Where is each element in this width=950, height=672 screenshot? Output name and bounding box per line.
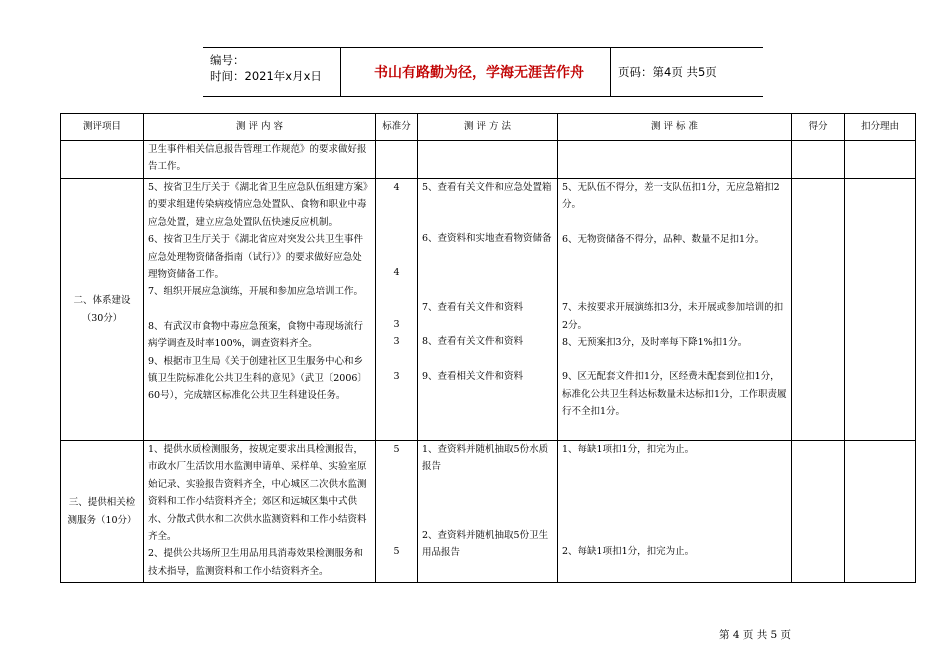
spacer — [422, 510, 553, 527]
score-value: 5 — [393, 444, 400, 455]
table-row — [61, 441, 916, 583]
column-header: 标准分 — [376, 114, 418, 141]
spacer — [380, 526, 413, 543]
standard-cell — [558, 141, 792, 179]
standard-cell — [558, 441, 792, 583]
method-text: 9、查看相关文件和资料 — [422, 370, 524, 382]
method-cell — [418, 441, 558, 583]
spacer — [380, 230, 413, 247]
method-text: 1、查资料并随机抽取5份水质报告 — [422, 444, 549, 473]
table-row — [61, 141, 916, 179]
spacer — [562, 492, 787, 526]
method-text: 2、查资料并随机抽取5份卫生用品报告 — [422, 529, 549, 559]
spacer — [380, 247, 413, 264]
time-label: 时间：2021年x月x日 — [210, 69, 322, 83]
number-label: 编号： — [210, 53, 245, 67]
spacer — [422, 213, 553, 230]
standard-text: 8、无预案扣3分，及时率每下降1%扣1分。 — [562, 337, 748, 349]
header-bottom-rule — [203, 96, 763, 97]
score-value: 3 — [393, 336, 400, 348]
deduction-reason-cell — [845, 141, 916, 179]
spacer — [562, 458, 787, 492]
score-value: 4 — [393, 267, 400, 279]
column-header: 测 评 内 容 — [144, 114, 376, 141]
content-cell — [144, 141, 376, 179]
header-divider — [340, 47, 341, 97]
spacer — [380, 282, 413, 316]
header-top-rule — [203, 47, 763, 48]
spacer — [422, 476, 553, 510]
spacer — [562, 526, 787, 543]
score-input-cell — [792, 179, 845, 441]
spacer — [422, 316, 553, 333]
score-value: 5 — [393, 546, 400, 558]
column-header: 得分 — [792, 114, 845, 141]
method-text: 8、查看有关文件和资料 — [422, 336, 524, 348]
standard-text: 2、每缺1项扣1分，扣完为止。 — [562, 546, 695, 558]
header-info — [210, 52, 322, 84]
table-row — [61, 179, 916, 441]
content-cell — [144, 441, 376, 583]
score-cell — [376, 441, 418, 583]
spacer — [422, 248, 553, 265]
method-text: 7、查看有关文件和资料 — [422, 301, 524, 313]
score-value: 3 — [393, 318, 400, 330]
spacer — [562, 214, 787, 231]
content-text: 5、按省卫生厅关于《湖北省卫生应急队伍组建方案》的要求组建传染病疫情应急处置队、食物和职业中毒应急处置，建立应急处置队伍快速反应机制。 — [148, 182, 368, 228]
score-value: 4 — [393, 182, 400, 193]
spacer — [422, 351, 553, 368]
spacer — [562, 265, 787, 282]
evaluation-table — [60, 113, 916, 583]
content-cell — [144, 179, 376, 441]
item-cell — [61, 141, 144, 179]
content-text: 9、根据市卫生局《关于创建社区卫生服务中心和乡镇卫生院标准化公共卫生科的意见》（武卫〔2006〕60号），完成辖区标准化公共卫生科建设任务。 — [148, 355, 367, 402]
standard-text: 9、区无配套文件扣1分，区经费未配套到位扣1分，标准化公共卫生科达标数量未达标扣1分，工作职责履行不全扣1分。 — [562, 371, 787, 418]
column-header: 测 评 方 法 — [418, 114, 558, 141]
content-text: 7、组织开展应急演练，开展和参加应急培训工作。 — [148, 286, 364, 298]
spacer — [422, 282, 553, 299]
spacer — [148, 301, 371, 318]
column-header: 测 评 标 准 — [558, 114, 792, 141]
spacer — [380, 458, 413, 492]
score-cell — [376, 141, 418, 179]
spacer — [380, 351, 413, 368]
page-footer: 第 4 页 共 5 页 — [719, 629, 792, 641]
table-header-row — [61, 114, 916, 141]
header-motto: 书山有路勤为径，学海无涯苦作舟 — [374, 65, 584, 81]
method-cell — [418, 141, 558, 179]
content-text: 1、提供水质检测服务，按规定要求出具检测报告，市政水厂生活饮用水监测申请单、采样单、实验室原始记录、实验报告资料齐全，中心城区二次供水监测资料和工作小结资料齐全；郊区和远城区集中式供水、分散式供水和二次供水监测资料和工作小结资料齐全。 — [148, 444, 367, 543]
spacer — [562, 351, 787, 368]
method-text: 5、查看有关文件和应急处置箱 — [422, 182, 552, 193]
standard-text: 6、无物资储备不得分，品种、数量不足扣1分。 — [562, 233, 765, 245]
spacer — [422, 265, 553, 282]
method-cell — [418, 179, 558, 441]
spacer — [380, 492, 413, 526]
spacer — [562, 282, 787, 299]
score-cell — [376, 179, 418, 441]
column-header: 扣分理由 — [845, 114, 916, 141]
header-divider — [610, 47, 611, 97]
deduction-reason-cell — [845, 441, 916, 583]
standard-text: 7、未按要求开展演练扣3分，未开展或参加培训的扣2分。 — [562, 302, 784, 331]
content-text: 2、提供公共场所卫生用品用具消毒效果检测服务和技术指导，监测资料和工作小结资料齐全。 — [148, 548, 364, 577]
content-text: 6、按省卫生厅关于《湖北省应对突发公共卫生事件应急处理物资储备指南（试行）》的要求做好应急处理物资储备工作。 — [148, 234, 364, 281]
standard-text: 5、无队伍不得分，差一支队伍扣1分，无应急箱扣2分。 — [562, 182, 780, 211]
score-value: 3 — [393, 370, 400, 382]
spacer — [562, 248, 787, 265]
content-text: 卫生事件相关信息报告管理工作规范》的要求做好报告工作。 — [148, 144, 367, 173]
method-text: 6、查资料和实地查看物资储备 — [422, 233, 552, 245]
header-page-label: 页码：第4页 共5页 — [618, 65, 717, 79]
deduction-reason-cell — [845, 179, 916, 441]
spacer — [380, 196, 413, 230]
spacer — [422, 196, 553, 213]
score-input-cell — [792, 141, 845, 179]
standard-text: 1、每缺1项扣1分，扣完为止。 — [562, 444, 695, 455]
column-header: 测评项目 — [61, 114, 144, 141]
content-text: 8、有武汉市食物中毒应急预案，食物中毒现场流行病学调查及时率100%，调查资料齐全。 — [148, 320, 364, 350]
item-cell: 二、体系建设（30分） — [61, 179, 144, 441]
score-input-cell — [792, 441, 845, 583]
item-cell: 三、提供相关检测服务（10分） — [61, 441, 144, 583]
standard-cell — [558, 179, 792, 441]
